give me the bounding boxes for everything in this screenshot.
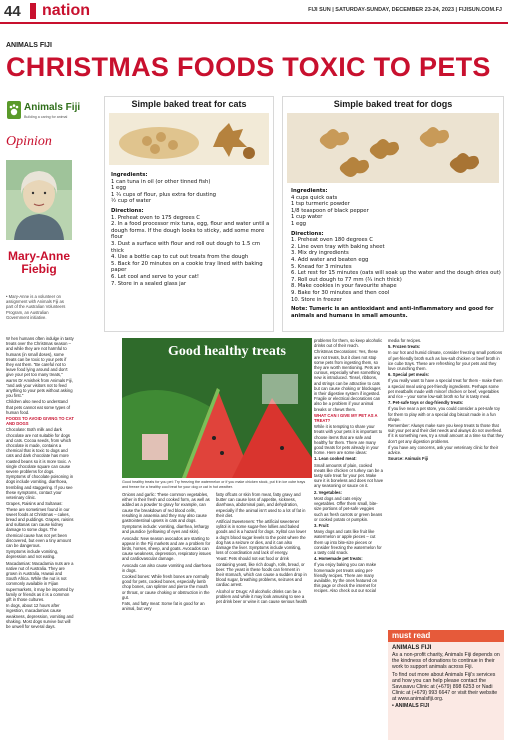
article-kicker: ANIMALS FIJI	[6, 42, 52, 49]
direction-item: 8. Make cookies in your favourite shape	[291, 283, 397, 290]
paragraph-bones: Cooked bones: While fresh bones are normally good for pets, cooked bones, especially lamb chop bones, can splinter and pierce the mouth or throat, or cause choking or obstruction in the gut.	[122, 574, 210, 600]
article-column-4	[314, 338, 384, 738]
article-column-1	[6, 336, 74, 738]
ingredient-item: 4 cups quick oats	[291, 194, 338, 201]
cat-treats-photo	[109, 113, 269, 165]
ingredient-item: 1 ¾ cups of flour, plus extra for dusting	[111, 191, 217, 198]
direction-item: 1. Preheat oven 180 degrees C	[291, 237, 373, 244]
ingredient-item: 1 can tuna in oil (or other tinned fish)	[111, 178, 211, 185]
paragraph-macadamia: Macadamias: Macadamia nuts are a native nut of Australia. They are grown in Australia, Hawaii and South Africa. While the nut is not commonly available in Fijian supermarkets, it may be imported by family or friends as it is a common gift in those cultures.	[6, 560, 74, 602]
direction-item: 3. Dust a surface with flour and roll out dough to 1.5 cm thick	[111, 240, 261, 254]
article-column-5	[388, 338, 504, 626]
recipe-dogs-body	[291, 185, 501, 319]
author-photo	[6, 160, 72, 240]
section-heading: WHAT CAN I GIVE MY PET AS A TREAT?	[314, 412, 378, 424]
section-name: nation	[42, 2, 90, 19]
direction-item: 1. Preheat oven to 175 degrees C	[111, 214, 200, 221]
paragraph-yeast: Yeast: Pets should not eat food or drink containing yeast, like rich dough, rolls, bread, or beer. The yeast in these foods can ferment in their stomach, which can cause a sudden drop in blood sugar, breathing problems, seizures and cardiac arrest.	[216, 556, 307, 588]
paragraph: Avocado can also cause vomiting and diarrhoea in dogs.	[122, 562, 212, 573]
direction-item: 6. Let rest for 15 minutes (oats will soak up the water and the dough dries out)	[291, 270, 501, 277]
direction-item: 7. Roll out dough to 77 mm (¾ inch thick)	[291, 276, 402, 283]
paragraph: Many dogs and cats like fruit like watermelon or apple pieces – cut them up into bite-size pieces or consider freezing the watermelon for a tasty cold snack.	[314, 529, 382, 555]
header-rule	[0, 22, 508, 24]
paragraph: problems for them, so keep alcoholic drinks out of their reach.	[314, 338, 383, 349]
article-column-3	[216, 492, 308, 738]
paragraph: Symptoms include: vomiting, diarrhea, lethargy and jaundice (yellowing of eyes and skin).	[122, 524, 210, 535]
ingredient-item: 1 tsp turmeric powder	[291, 201, 350, 208]
paragraph-artificial-sweeteners: Artificial Sweeteners: The artificial sweetener xylitol is in some sugar-free lollies and baked goods and is a hazard for dogs. Xylitol can lower a dog's blood sugar levels to the point where the dog has a seizure or dies, and it can also damage the liver. Symptoms include vomiting, loss of coordination and lack of energy.	[216, 519, 307, 556]
logo-text: Animals Fiji	[24, 102, 81, 113]
source-credit: Source: Animals Fiji	[388, 456, 429, 462]
healthy-treats-caption: Good healthy treats for you pet: Try freezing the watermelon or if you make chicken stock, put it in ice cube trays and freeze for a healthy cool treat for your dog or cat in hot weather.	[122, 480, 306, 489]
subheading: 2. Vegetables:	[314, 489, 342, 495]
paragraph: Symptoms include vomiting, depression and not eating.	[6, 549, 59, 560]
recipe-dogs-directions-heading: Directions:	[291, 230, 324, 237]
must-read-title: ANIMALS FIJI	[392, 645, 432, 651]
author-name	[6, 250, 72, 276]
direction-item: 7. Store in a sealed glass jar	[111, 280, 187, 287]
paragraph: fatty offcuts or skin from meat, fatty gravy and butter can cause loss of appetite, sickness, diarrhoea, abdominal pain, and dehydration, especially if the animal isn't used to a lot of fat in their diet.	[216, 492, 306, 518]
subheading: 3. Fruit:	[314, 522, 330, 528]
paragraph-avocado: Avocado: New season avocados are starting to appear in the Fiji markets and are a problem for birds, horses, sheep, and goats. Avocados can cause weakness, depression, respiratory issues and cardiovascular damage.	[122, 535, 211, 562]
subheading: 5. Frozen treats:	[388, 344, 421, 350]
paragraph-remember: Remember: Always make sure you keep treats to those that suit your pet and their diet needs and always do not overfeed. If it is something new, try a small amount at a time so that they don't get any digestion problems.	[388, 423, 504, 444]
recipe-dogs-ingredients-heading: Ingredients:	[291, 188, 328, 194]
recipe-cats-title: Simple baked treat for cats	[131, 99, 247, 109]
direction-item: 6. Let cool and serve to your cat!	[111, 273, 200, 280]
logo-tagline: Building a caring for animal	[24, 115, 68, 119]
direction-item: 2. Line oven tray with baking sheet	[291, 243, 385, 250]
paragraph-fats: Fats, and fatty meat: Some fat is good for an animal, but very	[122, 601, 205, 612]
recipe-dogs-note: Note: Tumeric is an antioxidant and anti-inflammatory and good for animals and humans in small amounts.	[291, 306, 494, 319]
must-read-label: must read	[392, 631, 431, 640]
paragraph: media for recipes.	[388, 338, 422, 343]
paragraph-alcohol: Alcohol or Drugs: All alcoholic drinks can be a problem and while it may look amusing to see a pet drink beer or wine it can cause serious health	[216, 588, 308, 605]
paragraph: Small amounts of plain, cooked meats like chicken or turkey can be a tasty safe treat for your pet. Make sure it is boneless and does not have any seasoning or sauce on it.	[314, 462, 384, 489]
opinion-label: Opinion	[6, 134, 52, 149]
direction-item: 3. Mix dry ingredients	[291, 250, 349, 257]
section-heading: FOODS TO AVOID GIVING TO CAT AND DOGS	[6, 416, 74, 427]
paragraph-grapes: Grapes, Raisins and Sultanas: These are sometimes found in our sweet foods at Christmas – cakes, bread and puddings. Grapes, raisins and sultanas can cause kidney damage to some dogs. The chemical cause has not yet been discovered, but even a tiny amount can be dangerous.	[6, 501, 74, 548]
headline: CHRISTMAS FOODS TOXIC TO PETS	[6, 52, 491, 82]
ingredient-item: 1 egg	[291, 220, 307, 227]
author-last-name: Fiebig	[21, 262, 57, 276]
paragraph: If you live near a pet store, you could consider a pet-safe toy for them to play with or a special dog biscuit made in a fun shape.	[388, 406, 500, 422]
ingredient-item: 1 egg	[111, 185, 127, 192]
must-read-paragraph: To find out more about Animals Fiji's services and how you can help please contact the Savusavu Clinic at (+679) 898 6253 or Nadi Clinic at (+679) 993 6647 or visit their website at www.animalsfiji.org.	[392, 672, 498, 702]
paragraph: If you have any concerns, ask your veterinary clinic for their advice.	[388, 444, 499, 456]
ingredient-item: 1/8 teaspoon of black pepper	[291, 207, 369, 214]
paragraph-onions: Onions and garlic: These common vegetables, either in their fresh and cooked form, as well as added as a powder to gravy for example, can cause the breakdown of red blood cells, resulting in anaemia and they may also cause gastrointestinal upsets in cats and dogs.	[122, 492, 210, 524]
paragraph: While it is tempting to share your treats with your pets it is important to choose items that are safe and healthy for them. There are many good treats for pets already in your home. Here are some ideas:	[314, 424, 383, 456]
author-first-name: Mary-Anne	[7, 249, 70, 263]
direction-item: 5. Back for 20 minutes on a cookie tray lined with baking paper	[111, 260, 263, 274]
page-number: 44	[4, 3, 21, 20]
section-marker	[30, 3, 36, 19]
recipe-cats-directions-heading: Directions:	[111, 207, 144, 214]
recipe-card-cats	[104, 96, 274, 332]
direction-item: 4. Add water and beaten egg	[291, 256, 369, 263]
direction-item: 9. Bake for 30 minutes and then cool	[291, 289, 390, 296]
paragraph: If you enjoy baking you can make homemade pet treats using pet-friendly recipes. There are many available, try the ones featured on this page or check the internet for recipes. Also check out our social	[314, 562, 378, 594]
article-column-2	[122, 492, 212, 738]
dog-treats-photo	[287, 113, 499, 183]
must-read-body	[392, 645, 502, 709]
healthy-treats-title: Good healthy treats	[168, 344, 286, 359]
author-bio: • Mary-Anne is a volunteer on assignment with Animals Fiji as part of the Australian Volunteers Program, an Australian Government initiative.	[6, 294, 66, 320]
must-read-paragraph: As a non-profit charity, Animals Fiji depends on the kindness of donations to continue in their work to support animals across Fiji.	[392, 652, 500, 670]
paragraph: Children also need to understand that pets cannot eat some types of human food.	[6, 399, 71, 415]
must-read-sign: • ANIMALS FIJI	[392, 703, 430, 709]
subheading: 6. Special pet meals:	[388, 372, 430, 378]
ingredient-item: 1 cup water	[291, 214, 323, 221]
intro-paragraph: W hen humans often indulge in tasty treats over the Christmas season – and while they are not harmful to humans (in small doses), some treats can be toxic to your pets if they eat them. "Be careful not to leave food lying around and don't give your pet too many treats," warns Dr Amishek from Animals Fiji, "and ask your visitors not to feed anything to your pets without asking you first."	[6, 336, 74, 399]
paragraph: Most dogs and cats enjoy vegetables. Offer them small, bite-size portions of pet-safe veggies such as fresh carrots or green beans or cooked potato or pumpkin.	[314, 495, 383, 522]
direction-item: 2. In a food processor mix tuna, egg, flour and water until a dough forms. If the dough looks to sticky, add some more flour	[111, 221, 270, 241]
dateline: FIJI SUN | SATURDAY-SUNDAY, DECEMBER 23-24, 2023 | FIJISUN.COM.FJ	[308, 7, 502, 13]
recipe-cats-body	[111, 169, 271, 287]
direction-item: 10. Store in freezer	[291, 296, 342, 303]
recipe-cats-ingredients-heading: Ingredients:	[111, 172, 148, 178]
animals-fiji-logo	[6, 98, 81, 124]
paragraph-decorations: Christmas Decorations: Yes, these are not treats, but it does not stop some pets from ingesting them, so they are worth mentioning. Pets are curious, especially when something new is introduced. Tinsel, ribbons, and strings can be attractive to cats but can cause choking or blockages in their digestive system if ingested. Fragile or electrical decorations can also be a problem if your animal breaks or chews them.	[314, 349, 381, 412]
must-read-header	[388, 630, 504, 642]
paragraph: In dogs, about 12 hours after ingestion, macadamias cause weakness, depression, vomiting and shaking. Most dogs survive but will be unwell for several days.	[6, 603, 74, 629]
recipe-dogs-title: Simple baked treat for dogs	[333, 99, 453, 109]
healthy-treats-photo	[122, 338, 312, 478]
subheading: 1. Lean cooked meat:	[314, 456, 357, 462]
recipe-card-dogs	[282, 96, 504, 332]
paragraph: If you really want to have a special treat for them - make them a special meal using pet-friendly ingredients. Perhaps some pet meatballs made with mincef chicken or beef, vegetables and rice – your some low-salt broth so fur is tasty meal.	[388, 378, 503, 400]
paragraph: In our hot and humid climate, consider freezing small portions of pet-friendly broth such as low-salt chicken or beef broth in ice cube trays. These are refreshing for your pets and they love crunching them.	[388, 350, 503, 372]
ingredient-item: ½ cup of water	[111, 198, 152, 205]
direction-item: 5. Knead for 3 minutes	[291, 263, 352, 270]
direction-item: 4. Use a bottle cap to cut out treats from the dough	[111, 254, 249, 261]
subheading: 4. Homemade pet treats:	[314, 556, 363, 562]
subheading: 7. Pet-safe toys or dog-friendly treats:	[388, 400, 464, 406]
paragraph-chocolate: Chocolate: Both milk and dark chocolate are not suitable for dogs and cats. Cocoa seeds, from which chocolate is made, contains a chemical that is toxic to dogs and cats and dark chocolate has more roasted beans so it is more toxic. A single chocolate square can cause severe problems for dogs. Symptoms of chocolate poisoning in dogs include vomiting, diarrhoea, trembling and staggering. If you see these symptoms, contact your veterinary clinic.	[6, 427, 74, 501]
